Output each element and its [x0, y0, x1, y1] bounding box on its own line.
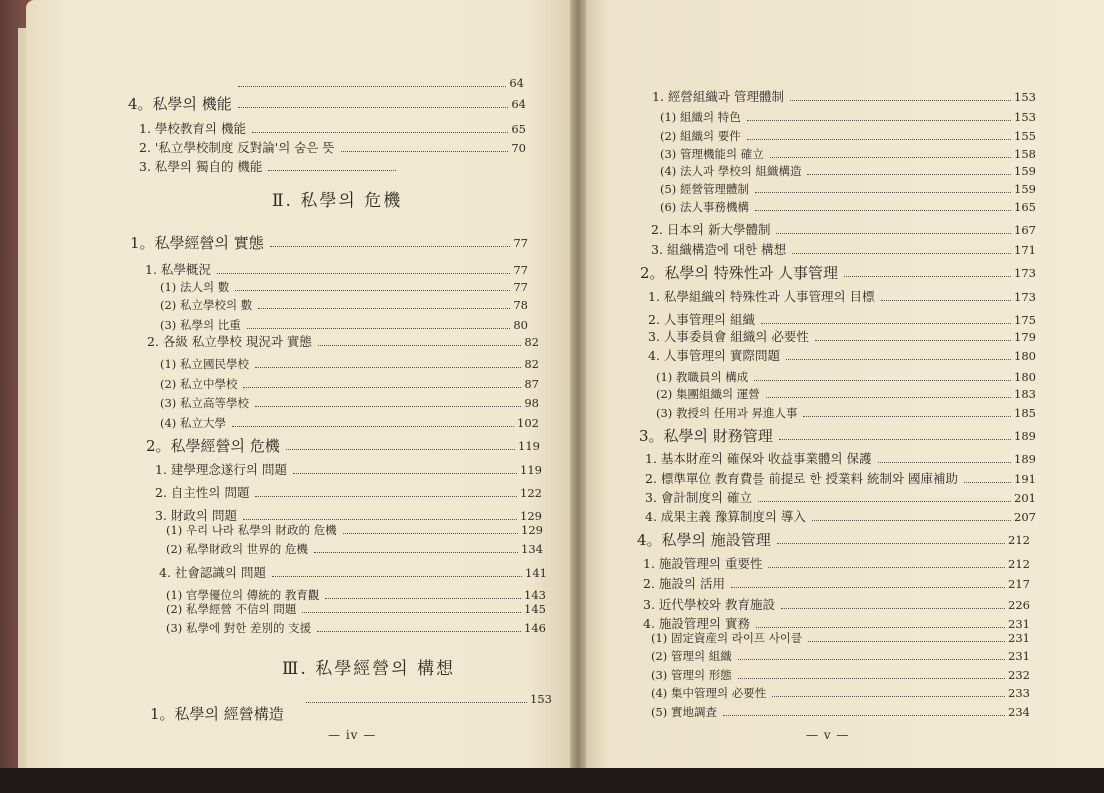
toc-page-number: 159 — [1014, 164, 1036, 178]
left-toc-entry — [159, 566, 547, 580]
right-toc-entry — [637, 533, 1030, 547]
right-toc-entry — [648, 313, 1036, 327]
left-toc-entry — [147, 335, 539, 349]
toc-leader-dots — [318, 345, 521, 346]
toc-entry-title: (2) 私立學校의 數 — [160, 298, 253, 312]
toc-leader-dots — [255, 496, 517, 497]
right-toc-entry — [651, 686, 1030, 700]
toc-entry-title: 1. 經營組織과 管理體制 — [652, 89, 784, 104]
toc-leader-dots — [754, 380, 1011, 381]
right-toc-entry — [656, 370, 1036, 384]
toc-entry-title: 1. 學校教育의 機能 — [139, 121, 246, 136]
toc-leader-dots — [247, 328, 511, 329]
toc-leader-dots — [844, 276, 1011, 277]
left-toc-entry — [139, 122, 526, 136]
right-toc-entry — [651, 705, 1030, 719]
toc-page-number: 77 — [513, 280, 528, 294]
toc-entry-title: (2) 組織의 要件 — [660, 129, 741, 143]
toc-leader-dots — [243, 519, 517, 520]
toc-entry-title: 4. 成果主義 豫算制度의 導入 — [645, 509, 806, 524]
toc-leader-dots — [878, 462, 1012, 463]
toc-page-number: 82 — [524, 335, 539, 349]
toc-entry-title: (5) 實地調査 — [651, 705, 717, 719]
toc-leader-dots — [766, 397, 1011, 398]
left-toc-entry — [155, 486, 542, 500]
left-toc-entry — [160, 298, 528, 312]
left-toc-entry — [150, 707, 290, 721]
left-toc-entry — [166, 602, 546, 616]
toc-entry-title: 1。私學經營의 實態 — [130, 234, 264, 252]
right-toc-entry — [643, 617, 1030, 631]
toc-leader-dots — [790, 100, 1011, 101]
toc-page-number: 191 — [1014, 472, 1036, 486]
right-toc-entry — [640, 266, 1036, 280]
toc-leader-dots — [325, 598, 521, 599]
toc-entry-title: (1) 私立國民學校 — [160, 357, 249, 371]
toc-leader-dots — [803, 416, 1011, 417]
toc-entry-title: 2. 自主性의 問題 — [155, 485, 250, 500]
toc-entry-title: (1) 法人의 數 — [160, 280, 230, 294]
toc-page-number: 64 — [511, 97, 526, 111]
toc-leader-dots — [217, 273, 510, 274]
toc-entry-title: (1) 우리 나라 私學의 財政的 危機 — [166, 523, 337, 537]
left-toc-entry — [160, 318, 528, 332]
right-toc-entry — [660, 200, 1036, 214]
right-toc-entry — [660, 129, 1036, 143]
left-toc-entry — [139, 160, 399, 174]
toc-entry-title: 3. 人事委員會 組織의 必要性 — [648, 329, 809, 344]
toc-page-number: 232 — [1008, 668, 1030, 682]
right-toc-entry — [645, 491, 1036, 505]
toc-entry-title: 4. 施設管理의 實務 — [643, 616, 750, 631]
toc-leader-dots — [770, 157, 1011, 158]
toc-leader-dots — [747, 120, 1011, 121]
toc-leader-dots — [272, 576, 522, 577]
toc-leader-dots — [755, 210, 1011, 211]
toc-page-number: 173 — [1014, 266, 1036, 280]
toc-page-number: 189 — [1014, 429, 1036, 443]
toc-page-number: 153 — [1014, 110, 1036, 124]
toc-entry-title: (2) 私學經營 不信의 問題 — [166, 602, 297, 616]
toc-entry-title: (4) 集中管理의 必要性 — [651, 686, 767, 700]
right-toc-entry — [648, 330, 1036, 344]
right-toc-entry — [651, 223, 1036, 237]
toc-leader-dots — [756, 627, 1005, 628]
toc-leader-dots — [772, 696, 1005, 697]
right-toc-entry — [643, 557, 1030, 571]
toc-leader-dots — [243, 387, 521, 388]
toc-leader-dots — [738, 659, 1005, 660]
toc-entry-title: 3. 組織構造에 대한 構想 — [651, 242, 787, 257]
toc-entry-title: (3) 私學에 對한 差別的 支援 — [166, 621, 312, 635]
toc-page-number: 155 — [1014, 129, 1036, 143]
toc-page-number: 175 — [1014, 313, 1036, 327]
toc-leader-dots — [747, 139, 1011, 140]
toc-leader-dots — [755, 192, 1011, 193]
toc-leader-dots — [258, 308, 510, 309]
toc-leader-dots — [255, 367, 521, 368]
left-toc-entry — [155, 509, 542, 523]
toc-page-number: 159 — [1014, 182, 1036, 196]
toc-entry-title: 2. 施設의 活用 — [643, 576, 725, 591]
toc-leader-dots — [286, 449, 515, 450]
toc-entry-title: (3) 管理機能의 確立 — [660, 147, 764, 161]
toc-leader-dots — [238, 107, 509, 108]
toc-leader-dots — [964, 482, 1011, 483]
toc-leader-dots — [317, 631, 521, 632]
left-toc-entry — [160, 396, 539, 410]
right-toc-entry — [660, 110, 1036, 124]
toc-leader-dots — [758, 501, 1011, 502]
toc-page-number: 231 — [1008, 617, 1030, 631]
toc-leader-153: 153 — [300, 692, 552, 706]
toc-leader-dots — [807, 174, 1011, 175]
toc-leader-dots — [881, 300, 1012, 301]
toc-entry-title: 1. 建學理念遂行의 問題 — [155, 462, 287, 477]
toc-leader-dots — [812, 520, 1011, 521]
left-toc-entry — [166, 523, 543, 537]
toc-entry-title: 4. 社會認識의 問題 — [159, 565, 266, 580]
right-toc-entry — [656, 387, 1036, 401]
toc-page-number: 234 — [1008, 705, 1030, 719]
toc-page-number: 165 — [1014, 200, 1036, 214]
right-toc-entry — [648, 290, 1036, 304]
toc-page-number: 212 — [1008, 557, 1030, 571]
toc-entry-title: 3. 財政의 問題 — [155, 508, 237, 523]
toc-leader-dots — [808, 641, 1005, 642]
toc-entry-title: (1) 教職員의 構成 — [656, 370, 749, 384]
toc-page-number: 185 — [1014, 406, 1036, 420]
toc-leader-dots — [302, 612, 521, 613]
toc-leader-dots — [255, 406, 521, 407]
toc-entry-title: (3) 管理의 形態 — [651, 668, 732, 682]
left-toc-entry — [166, 542, 543, 556]
toc-page-number: 87 — [524, 377, 539, 391]
toc-page-number: 179 — [1014, 330, 1036, 344]
toc-entry-title: (3) 私立高等學校 — [160, 396, 249, 410]
left-toc-entry — [139, 141, 526, 155]
right-toc-entry — [656, 406, 1036, 420]
toc-leader-dots — [723, 715, 1005, 716]
toc-entry-title: (2) 私學財政의 世界的 危機 — [166, 542, 308, 556]
left-toc-entry — [166, 621, 546, 635]
right-toc-entry — [643, 577, 1030, 591]
toc-leader-dots — [792, 253, 1011, 254]
toc-page-number: 82 — [524, 357, 539, 371]
toc-leader-dots — [768, 567, 1005, 568]
toc-page-number: 231 — [1008, 649, 1030, 663]
toc-page-number: 146 — [524, 621, 546, 635]
toc-page-number: 77 — [513, 263, 528, 277]
section-heading-3: Ⅲ. 私學經營의 構想 — [282, 659, 456, 679]
toc-page-number: 98 — [524, 396, 539, 410]
right-toc-entry — [643, 598, 1030, 612]
toc-leader-dots — [777, 543, 1005, 544]
toc-leader-dots — [235, 290, 510, 291]
toc-page-number: 141 — [525, 566, 547, 580]
toc-leader-dots — [268, 170, 396, 171]
left-toc-entry — [160, 357, 539, 371]
toc-leader-top: 64 — [232, 76, 524, 90]
toc-page-number: 78 — [513, 298, 528, 312]
left-toc-entry — [128, 97, 526, 111]
toc-page-number: 167 — [1014, 223, 1036, 237]
toc-leader-dots — [341, 151, 509, 152]
left-toc-entry — [145, 263, 528, 277]
toc-entry-title: (2) 集團組織의 運營 — [656, 387, 760, 401]
toc-page-number: 226 — [1008, 598, 1030, 612]
toc-leader-dots — [270, 246, 511, 247]
toc-entry-title: 2。私學經營의 危機 — [146, 437, 280, 455]
toc-leader-dots — [314, 552, 518, 553]
right-toc-entry — [652, 90, 1036, 104]
toc-entry-title: 3. 私學의 獨自的 機能 — [139, 159, 263, 174]
toc-page-number: 201 — [1014, 491, 1036, 505]
background-strip — [0, 768, 1104, 793]
toc-page-number: 183 — [1014, 387, 1036, 401]
toc-entry-title: (2) 私立中學校 — [160, 377, 238, 391]
toc-page-number: 129 — [521, 523, 543, 537]
toc-entry-title: 3. 近代學校와 教育施設 — [643, 597, 775, 612]
toc-page-number: 119 — [518, 439, 540, 453]
right-toc-entry — [660, 147, 1036, 161]
right-toc-entry — [651, 649, 1030, 663]
toc-leader-dots — [293, 473, 517, 474]
toc-entry-title: 3. 會計制度의 確立 — [645, 490, 752, 505]
toc-entry-title: (1) 官學優位의 傳統的 教育觀 — [166, 588, 320, 602]
toc-page-number: 180 — [1014, 349, 1036, 363]
toc-page-number: 143 — [524, 588, 546, 602]
toc-page-number: 77 — [513, 236, 528, 250]
left-toc-entry — [130, 236, 528, 250]
toc-leader-dots — [779, 439, 1011, 440]
right-toc-entry — [651, 631, 1030, 645]
right-toc-entry — [660, 164, 1036, 178]
right-toc-entry — [651, 243, 1036, 257]
toc-entry-title: (4) 私立大學 — [160, 416, 226, 430]
left-toc-entry — [146, 439, 540, 453]
toc-leader-dots — [252, 132, 508, 133]
toc-page-number: 119 — [520, 463, 542, 477]
right-toc-entry — [645, 510, 1036, 524]
toc-page-number: 173 — [1014, 290, 1036, 304]
book-gutter — [570, 0, 586, 793]
right-toc-entry — [639, 429, 1036, 443]
toc-page-number: 65 — [511, 122, 526, 136]
toc-page-number: 145 — [524, 602, 546, 616]
toc-entry-title: 2. 標準單位 教育費를 前提로 한 授業料 統制와 國庫補助 — [645, 471, 959, 486]
toc-entry-title: 2。私學의 特殊性과 人事管理 — [640, 264, 839, 282]
toc-entry-title: 1。私學의 經營構造 — [150, 705, 284, 723]
toc-page-number: 70 — [511, 141, 526, 155]
toc-page-number: 231 — [1008, 631, 1030, 645]
toc-leader-dots — [731, 587, 1005, 588]
toc-entry-title: 2. 各級 私立學校 現況과 實態 — [147, 334, 312, 349]
toc-page-number: 134 — [521, 542, 543, 556]
toc-entry-title: (1) 組織의 特色 — [660, 110, 741, 124]
toc-leader-dots — [781, 608, 1005, 609]
right-toc-entry — [660, 182, 1036, 196]
left-toc-entry — [155, 463, 542, 477]
toc-leader-dots — [786, 359, 1011, 360]
toc-leader-dots — [776, 233, 1011, 234]
toc-entry-title: (6) 法人事務機構 — [660, 200, 749, 214]
right-toc-entry — [651, 668, 1030, 682]
toc-entry-title: 4。私學의 機能 — [128, 95, 232, 113]
toc-page-number: 158 — [1014, 147, 1036, 161]
left-toc-entry — [160, 377, 539, 391]
toc-entry-title: 1. 基本財産의 確保와 收益事業體의 保護 — [645, 451, 872, 466]
toc-entry-title: (4) 法人과 學校의 組織構造 — [660, 164, 802, 178]
toc-entry-title: 1. 施設管理의 重要性 — [643, 556, 763, 571]
toc-page-number: 153 — [1014, 90, 1036, 104]
toc-entry-title: 4. 人事管理의 實際問題 — [648, 348, 780, 363]
right-toc-entry — [648, 349, 1036, 363]
toc-entry-title: (5) 經營管理體制 — [660, 182, 749, 196]
right-toc-entry — [645, 452, 1036, 466]
toc-entry-title: 2. '私立學校制度 反對論'의 숨은 뜻 — [139, 140, 335, 155]
toc-leader-dots — [761, 323, 1011, 324]
toc-entry-title: 4。私學의 施設管理 — [637, 531, 771, 549]
toc-leader-dots — [815, 340, 1011, 341]
toc-page-number: 212 — [1008, 533, 1030, 547]
toc-entry-title: 2. 人事管理의 組織 — [648, 312, 755, 327]
folio-right: — v — — [806, 728, 850, 742]
toc-page-number: 129 — [520, 509, 542, 523]
toc-page-number: 207 — [1014, 510, 1036, 524]
toc-entry-title: (3) 私學의 比重 — [160, 318, 241, 332]
section-heading-2: Ⅱ. 私學의 危機 — [272, 191, 403, 211]
toc-page-number: 122 — [520, 486, 542, 500]
toc-page-number: 171 — [1014, 243, 1036, 257]
toc-page-number: 102 — [517, 416, 539, 430]
toc-entry-title: 2. 日本의 新大學體制 — [651, 222, 771, 237]
toc-page-number: 180 — [1014, 370, 1036, 384]
toc-page-number: 189 — [1014, 452, 1036, 466]
toc-leader-dots — [232, 426, 514, 427]
toc-leader-dots — [738, 678, 1005, 679]
toc-entry-title: (1) 固定資産의 라이프 사이클 — [651, 631, 803, 645]
toc-page-number: 233 — [1008, 686, 1030, 700]
right-toc-entry — [645, 472, 1036, 486]
toc-entry-title: 1. 私學組織의 特殊性과 人事管理의 目標 — [648, 289, 875, 304]
toc-entry-title: (2) 管理의 組織 — [651, 649, 732, 663]
toc-page-number: 217 — [1008, 577, 1030, 591]
toc-leader-dots — [343, 533, 518, 534]
toc-page-number: 80 — [513, 318, 528, 332]
left-toc-entry — [166, 588, 546, 602]
toc-entry-title: (3) 教授의 任用과 昇進人事 — [656, 406, 798, 420]
toc-entry-title: 3。私學의 財務管理 — [639, 427, 773, 445]
left-toc-entry — [160, 416, 539, 430]
toc-entry-title: 1. 私學概況 — [145, 262, 211, 277]
folio-left: — iv — — [328, 728, 377, 742]
left-toc-entry — [160, 280, 528, 294]
